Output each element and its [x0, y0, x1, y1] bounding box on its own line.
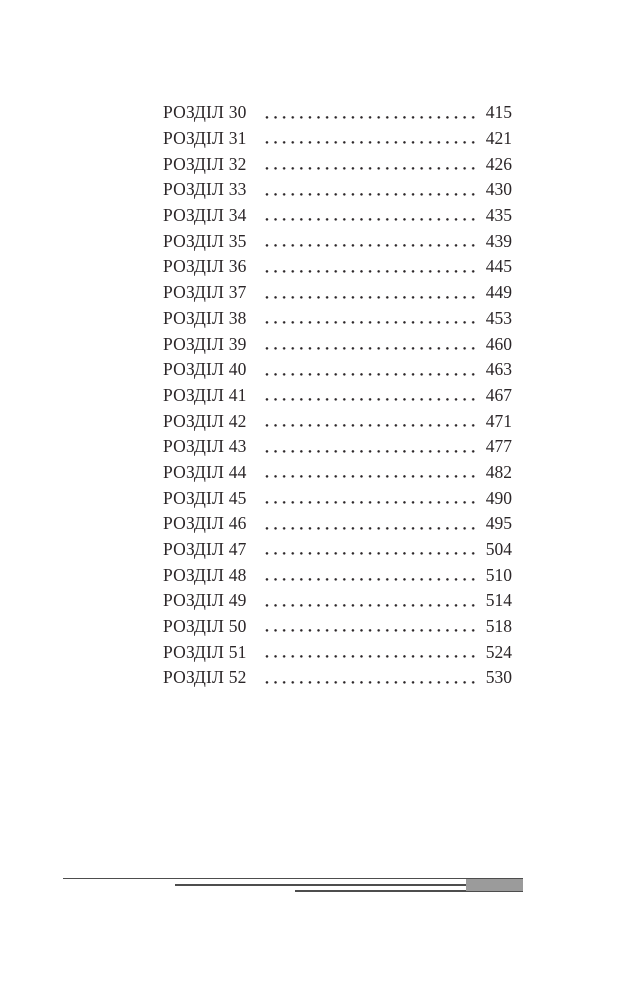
dot-leader: [260, 629, 480, 632]
toc-entry-page: 530: [485, 667, 512, 688]
dot-leader: [260, 116, 480, 119]
toc-row: [163, 203, 512, 229]
dot-leader: [260, 244, 480, 247]
toc-entry-label: РОЗДІЛ 40: [163, 359, 247, 380]
footer-rule-line-3: [295, 890, 523, 892]
toc-entry-page: 524: [485, 641, 512, 662]
toc-row: [163, 408, 512, 434]
dot-leader: [260, 398, 480, 401]
footer-rule-block: [466, 878, 523, 892]
dot-leader: [260, 578, 480, 581]
dot-leader: [260, 218, 480, 221]
toc-entry-label: РОЗДІЛ 51: [163, 641, 247, 662]
toc-row: [163, 562, 512, 588]
dot-leader: [260, 475, 480, 478]
toc-entry-page: 477: [485, 436, 512, 457]
dot-leader: [260, 347, 480, 350]
toc-entry-page: 463: [485, 359, 512, 380]
toc-row: [163, 511, 512, 537]
toc-row: [163, 151, 512, 177]
toc-entry-page: 514: [485, 590, 512, 611]
toc-entry-page: 510: [485, 564, 512, 585]
toc-entry-label: РОЗДІЛ 34: [163, 205, 247, 226]
dot-leader: [260, 321, 480, 324]
toc-entry-label: РОЗДІЛ 47: [163, 539, 247, 560]
toc-entry-label: РОЗДІЛ 38: [163, 307, 247, 328]
dot-leader: [260, 373, 480, 376]
toc-entry-page: 435: [485, 205, 512, 226]
toc-row: [163, 639, 512, 665]
toc-row: [163, 665, 512, 691]
toc-entry-page: 453: [485, 307, 512, 328]
dot-leader: [260, 193, 480, 196]
toc-row: [163, 177, 512, 203]
footer-rule-line-1: [63, 878, 523, 880]
dot-leader: [260, 501, 480, 504]
toc-row: [163, 357, 512, 383]
toc-entry-label: РОЗДІЛ 41: [163, 384, 247, 405]
dot-leader: [260, 296, 480, 299]
toc-entry-page: 467: [485, 384, 512, 405]
toc-entry-label: РОЗДІЛ 33: [163, 179, 247, 200]
toc-entry-label: РОЗДІЛ 50: [163, 616, 247, 637]
toc-row: [163, 331, 512, 357]
toc-row: [163, 460, 512, 486]
toc-row: [163, 126, 512, 152]
toc-row: [163, 254, 512, 280]
toc-entry-label: РОЗДІЛ 42: [163, 410, 247, 431]
toc-row: [163, 614, 512, 640]
toc-row: [163, 228, 512, 254]
toc-entry-page: 421: [485, 128, 512, 149]
toc-row: [163, 100, 512, 126]
toc-entry-label: РОЗДІЛ 46: [163, 513, 247, 534]
toc-entry-page: 430: [485, 179, 512, 200]
toc-entry-label: РОЗДІЛ 35: [163, 230, 247, 251]
toc-entry-label: РОЗДІЛ 49: [163, 590, 247, 611]
toc-entry-page: 460: [485, 333, 512, 354]
toc-entry-label: РОЗДІЛ 36: [163, 256, 247, 277]
toc-row: [163, 306, 512, 332]
toc-entry-page: 518: [485, 616, 512, 637]
dot-leader: [260, 450, 480, 453]
toc-list: [163, 100, 512, 691]
toc-entry-label: РОЗДІЛ 45: [163, 487, 247, 508]
toc-entry-page: 439: [485, 230, 512, 251]
toc-row: [163, 434, 512, 460]
dot-leader: [260, 167, 480, 170]
toc-entry-page: 426: [485, 153, 512, 174]
dot-leader: [260, 604, 480, 607]
toc-entry-page: 449: [485, 282, 512, 303]
dot-leader: [260, 424, 480, 427]
toc-entry-page: 471: [485, 410, 512, 431]
toc-entry-label: РОЗДІЛ 31: [163, 128, 247, 149]
toc-row: [163, 537, 512, 563]
toc-row: [163, 383, 512, 409]
dot-leader: [260, 270, 480, 273]
toc-entry-label: РОЗДІЛ 30: [163, 102, 247, 123]
dot-leader: [260, 552, 480, 555]
toc-entry-page: 490: [485, 487, 512, 508]
toc-entry-label: РОЗДІЛ 52: [163, 667, 247, 688]
dot-leader: [260, 681, 480, 684]
toc-row: [163, 588, 512, 614]
toc-entry-label: РОЗДІЛ 37: [163, 282, 247, 303]
toc-entry-page: 495: [485, 513, 512, 534]
toc-entry-label: РОЗДІЛ 39: [163, 333, 247, 354]
toc-entry-label: РОЗДІЛ 48: [163, 564, 247, 585]
dot-leader: [260, 527, 480, 530]
footer-rule-line-2: [175, 884, 467, 886]
dot-leader: [260, 655, 480, 658]
toc-entry-page: 445: [485, 256, 512, 277]
toc-row: [163, 485, 512, 511]
toc-row: [163, 280, 512, 306]
dot-leader: [260, 141, 480, 144]
toc-entry-page: 504: [485, 539, 512, 560]
toc-entry-label: РОЗДІЛ 32: [163, 153, 247, 174]
toc-entry-label: РОЗДІЛ 43: [163, 436, 247, 457]
toc-entry-label: РОЗДІЛ 44: [163, 461, 247, 482]
toc-entry-page: 482: [485, 461, 512, 482]
toc-entry-page: 415: [485, 102, 512, 123]
